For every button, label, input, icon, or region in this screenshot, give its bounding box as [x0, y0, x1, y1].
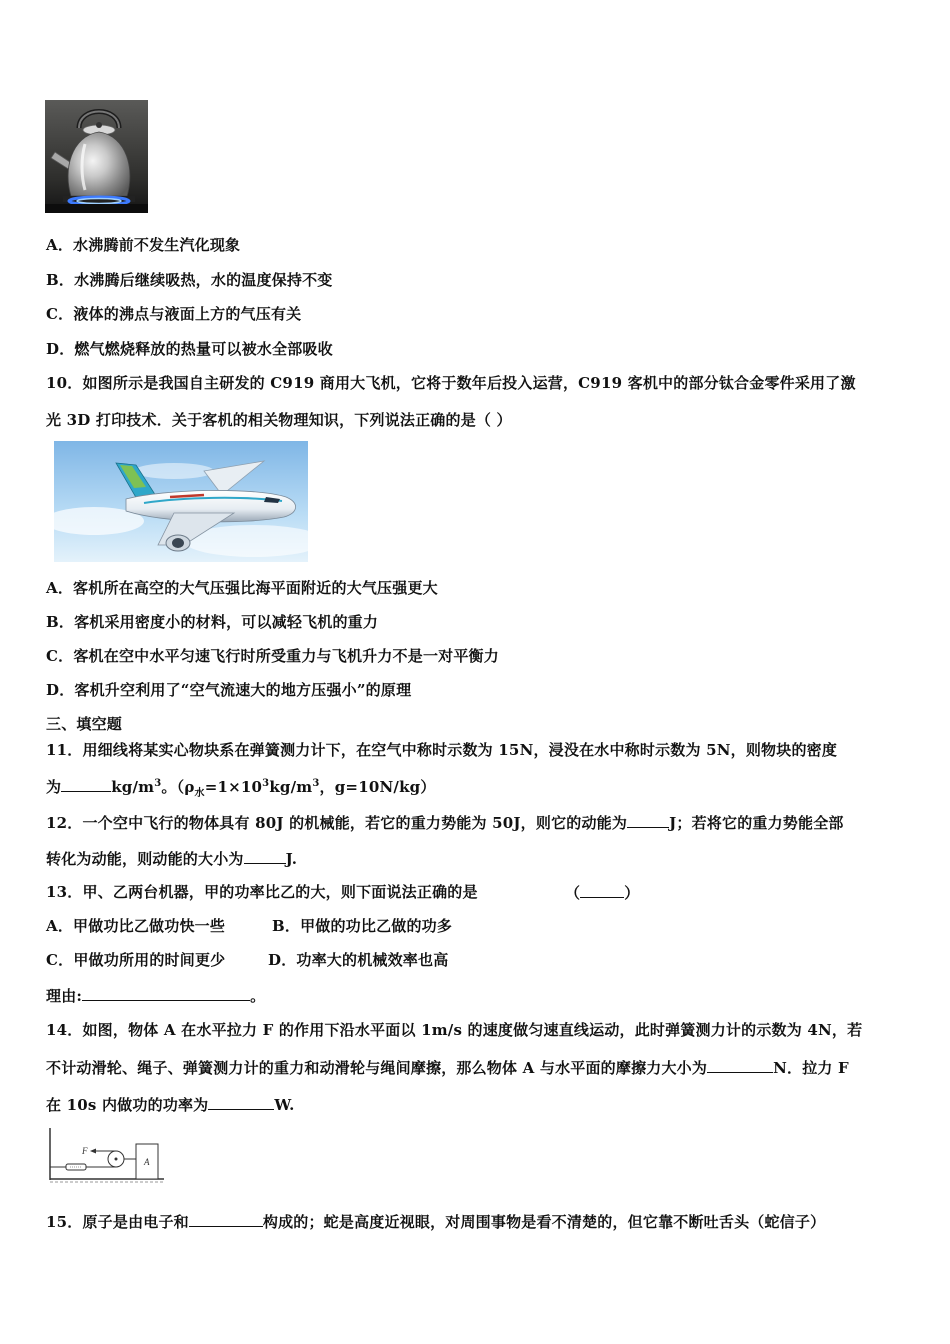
q10-option-a: A．客机所在高空的大气压强比海平面附近的大气压强更大	[46, 579, 438, 597]
q10-option-c: C．客机在空中水平匀速飞行时所受重力与飞机升力不是一对平衡力	[46, 647, 499, 665]
q12-converted-blank[interactable]	[244, 848, 286, 864]
q11-line2: 为 $kg/m^3$。（$\rho_水=1\times 10^3kg/m^3$，g=10N/kg）	[46, 778, 436, 799]
section-title: 三、填空题	[46, 715, 123, 733]
q14-friction-blank[interactable]	[707, 1057, 773, 1073]
q13-option-b: B．甲做的功比乙做的功多	[272, 917, 453, 935]
q13-answer-blank[interactable]	[580, 882, 624, 898]
q14-line3: 在 10s 内做功的功率为 W.	[46, 1096, 295, 1114]
q11-line1: 11．用细线将某实心物块系在弹簧测力计下，在空气中称时示数为 15N，浸没在水中称时示数为 5N，则物块的密度	[46, 741, 838, 759]
airplane-photo	[54, 441, 308, 562]
kettle-photo	[45, 100, 148, 213]
q13-option-d: D．功率大的机械效率也高	[268, 951, 449, 969]
q9-option-d: D．燃气燃烧释放的热量可以被水全部吸收	[46, 340, 333, 358]
q13-answer-paren: （ ）	[565, 884, 640, 902]
q9-option-b: B．水沸腾后继续吸热，水的温度保持不变	[46, 271, 333, 289]
q14-power-blank[interactable]	[208, 1094, 274, 1110]
q13-reason: 理由: 。	[46, 987, 266, 1005]
q10-stem-line2: 光 3D 打印技术．关于客机的相关物理知识，下列说法正确的是（ ）	[46, 411, 512, 429]
q10-option-b: B．客机采用密度小的材料，可以减轻飞机的重力	[46, 613, 379, 631]
q14-line2: 不计动滑轮、绳子、弹簧测力计的重力和动滑轮与绳间摩擦，那么物体 A 与水平面的摩擦力大小为 N．拉力 F	[46, 1059, 849, 1077]
q15-line1: 15．原子是由电子和 构成的；蛇是高度近视眼，对周围事物是看不清楚的，但它靠不断吐舌头（蛇信子）	[46, 1213, 826, 1231]
q11-prefix: 为	[46, 778, 62, 796]
q9-option-c: C．液体的沸点与液面上方的气压有关	[46, 305, 302, 323]
q13-stem: 13．甲、乙两台机器，甲的功率比乙的大，则下面说法正确的是	[46, 883, 478, 901]
q13-option-c: C．甲做功所用的时间更少	[46, 951, 226, 969]
block-label: A	[144, 1157, 150, 1167]
q13-option-a: A．甲做功比乙做功快一些	[46, 917, 226, 935]
q9-option-a: A．水沸腾前不发生汽化现象	[46, 236, 241, 254]
q12-kinetic-blank[interactable]	[627, 812, 669, 828]
q10-stem-line1: 10．如图所示是我国自主研发的 C919 商用大飞机，它将于数年后投入运营，C919 客机中的部分钛合金零件采用了激	[46, 374, 856, 392]
force-label: F	[82, 1146, 88, 1156]
q10-option-d: D．客机升空利用了“空气流速大的地方压强小”的原理	[46, 681, 412, 699]
q11-answer-blank[interactable]	[61, 776, 111, 792]
q12-line2: 转化为动能，则动能的大小为 J.	[46, 850, 298, 868]
q12-line1: 12．一个空中飞行的物体具有 80J 的机械能，若它的重力势能为 50J，则它的动能为 J；若将它的重力势能全部	[46, 814, 844, 832]
q13-reason-blank[interactable]	[82, 985, 250, 1001]
q14-line1: 14．如图，物体 A 在水平拉力 F 的作用下沿水平面以 1m/s 的速度做匀速直线运动，此时弹簧测力计的示数为 4N，若	[46, 1021, 863, 1039]
q15-answer-blank[interactable]	[189, 1211, 263, 1227]
pulley-diagram	[46, 1126, 166, 1184]
